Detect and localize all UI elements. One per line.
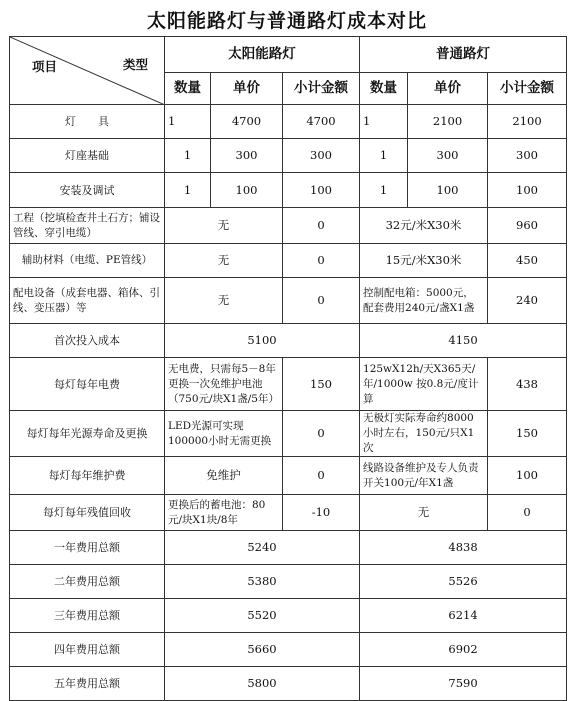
normal-subtotal-cell: 300 xyxy=(488,139,567,173)
table-row xyxy=(10,244,567,278)
header-normal-price: 单价 xyxy=(408,73,488,105)
table-row xyxy=(10,139,567,173)
solar-subtotal-cell: 0 xyxy=(283,244,360,278)
table-row xyxy=(10,358,567,411)
header-normal-qty: 数量 xyxy=(360,73,408,105)
solar-qty-cell: 1 xyxy=(165,139,211,173)
header-group-normal: 普通路灯 xyxy=(360,37,567,73)
table-row xyxy=(10,633,567,667)
normal-total-cell: 5526 xyxy=(360,565,567,599)
solar-total-cell: 5520 xyxy=(165,599,360,633)
solar-desc-cell: 免维护 xyxy=(165,457,283,495)
solar-total-cell: 5380 xyxy=(165,565,360,599)
row-item-label: 每灯每年电费 xyxy=(10,358,165,411)
solar-desc-cell: 无 xyxy=(165,278,283,324)
solar-qty-cell: 1 xyxy=(165,173,211,208)
table-row xyxy=(10,667,567,701)
normal-subtotal-cell: 450 xyxy=(488,244,567,278)
header-normal-subtotal: 小计金额 xyxy=(488,73,567,105)
normal-subtotal-cell: 2100 xyxy=(488,105,567,139)
solar-total-cell: 5800 xyxy=(165,667,360,701)
table-row xyxy=(10,599,567,633)
row-item-label: 配电设备（成套电器、箱体、引线、变压器）等 xyxy=(10,278,165,324)
normal-desc-cell: 125wX12h/天X365天/年/1000w 按0.8元/度计算 xyxy=(360,358,488,411)
header-group-solar: 太阳能路灯 xyxy=(165,37,360,73)
solar-price-cell: 300 xyxy=(211,139,283,173)
solar-desc-cell: 更换后的蓄电池：80元/块X1块/8年 xyxy=(165,495,283,531)
row-item-label: 三年费用总额 xyxy=(10,599,165,633)
row-item-label: 一年费用总额 xyxy=(10,531,165,565)
normal-qty-cell: 1 xyxy=(360,105,408,139)
table-row xyxy=(10,495,567,531)
normal-desc-cell: 32元/米X30米 xyxy=(360,208,488,244)
row-item-label: 灯 具 xyxy=(10,105,165,139)
row-item-label: 每灯每年维护费 xyxy=(10,457,165,495)
row-item-label: 四年费用总额 xyxy=(10,633,165,667)
row-item-label: 每灯每年光源寿命及更换 xyxy=(10,411,165,457)
normal-subtotal-cell: 100 xyxy=(488,173,567,208)
normal-qty-cell: 1 xyxy=(360,173,408,208)
row-item-label: 每灯每年残值回收 xyxy=(10,495,165,531)
row-item-label: 首次投入成本 xyxy=(10,324,165,358)
header-corner-cell xyxy=(10,37,165,105)
normal-subtotal-cell: 240 xyxy=(488,278,567,324)
header-solar-qty: 数量 xyxy=(165,73,211,105)
table-row xyxy=(10,565,567,599)
solar-desc-cell: LED光源可实现100000小时无需更换 xyxy=(165,411,283,457)
table-row xyxy=(10,278,567,324)
table-row xyxy=(10,173,567,208)
row-item-label: 五年费用总额 xyxy=(10,667,165,701)
normal-subtotal-cell: 150 xyxy=(488,411,567,457)
row-item-label: 安装及调试 xyxy=(10,173,165,208)
normal-total-cell: 7590 xyxy=(360,667,567,701)
solar-subtotal-cell: 0 xyxy=(283,411,360,457)
normal-desc-cell: 线路设备维护及专人负责开关100元/年X1盏 xyxy=(360,457,488,495)
row-item-label: 工程（挖填检查井土石方；铺设管线、穿引电缆） xyxy=(10,208,165,244)
table-row xyxy=(10,105,567,139)
normal-total-cell: 6902 xyxy=(360,633,567,667)
table-row xyxy=(10,208,567,244)
solar-subtotal-cell: -10 xyxy=(283,495,360,531)
solar-price-cell: 100 xyxy=(211,173,283,208)
solar-price-cell: 4700 xyxy=(211,105,283,139)
normal-qty-cell: 1 xyxy=(360,139,408,173)
solar-subtotal-cell: 0 xyxy=(283,278,360,324)
normal-desc-cell: 无极灯实际寿命约8000小时左右，150元/只X1次 xyxy=(360,411,488,457)
normal-price-cell: 100 xyxy=(408,173,488,208)
normal-price-cell: 2100 xyxy=(408,105,488,139)
row-item-label: 二年费用总额 xyxy=(10,565,165,599)
solar-total-cell: 5660 xyxy=(165,633,360,667)
solar-total-cell: 5100 xyxy=(165,324,360,358)
row-item-label: 辅助材料（电缆、PE管线） xyxy=(10,244,165,278)
solar-subtotal-cell: 0 xyxy=(283,208,360,244)
header-solar-subtotal: 小计金额 xyxy=(283,73,360,105)
page-title: 太阳能路灯与普通路灯成本对比 xyxy=(146,10,427,32)
table-row xyxy=(10,324,567,358)
normal-subtotal-cell: 100 xyxy=(488,457,567,495)
normal-total-cell: 4150 xyxy=(360,324,567,358)
solar-desc-cell: 无 xyxy=(165,208,283,244)
solar-qty-cell: 1 xyxy=(165,105,211,139)
table-row xyxy=(10,531,567,565)
cost-comparison-table xyxy=(9,36,567,701)
normal-desc-cell: 15元/米X30米 xyxy=(360,244,488,278)
header-type-label: 类型 xyxy=(122,57,148,72)
table-row xyxy=(10,411,567,457)
solar-subtotal-cell: 100 xyxy=(283,173,360,208)
normal-subtotal-cell: 960 xyxy=(488,208,567,244)
normal-subtotal-cell: 438 xyxy=(488,358,567,411)
normal-price-cell: 300 xyxy=(408,139,488,173)
normal-total-cell: 6214 xyxy=(360,599,567,633)
header-item-label: 项目 xyxy=(32,59,58,74)
solar-subtotal-cell: 0 xyxy=(283,457,360,495)
normal-total-cell: 4838 xyxy=(360,531,567,565)
solar-subtotal-cell: 4700 xyxy=(283,105,360,139)
solar-subtotal-cell: 300 xyxy=(283,139,360,173)
normal-desc-cell: 无 xyxy=(360,495,488,531)
normal-subtotal-cell: 0 xyxy=(488,495,567,531)
row-item-label: 灯座基础 xyxy=(10,139,165,173)
table-row xyxy=(10,457,567,495)
solar-desc-cell: 无 xyxy=(165,244,283,278)
solar-total-cell: 5240 xyxy=(165,531,360,565)
normal-desc-cell: 控制配电箱：5000元，配套费用240元/盏X1盏 xyxy=(360,278,488,324)
solar-subtotal-cell: 150 xyxy=(283,358,360,411)
header-solar-price: 单价 xyxy=(211,73,283,105)
solar-desc-cell: 无电费，只需每5－8年更换一次免维护电池（750元/块X1盏/5年） xyxy=(165,358,283,411)
